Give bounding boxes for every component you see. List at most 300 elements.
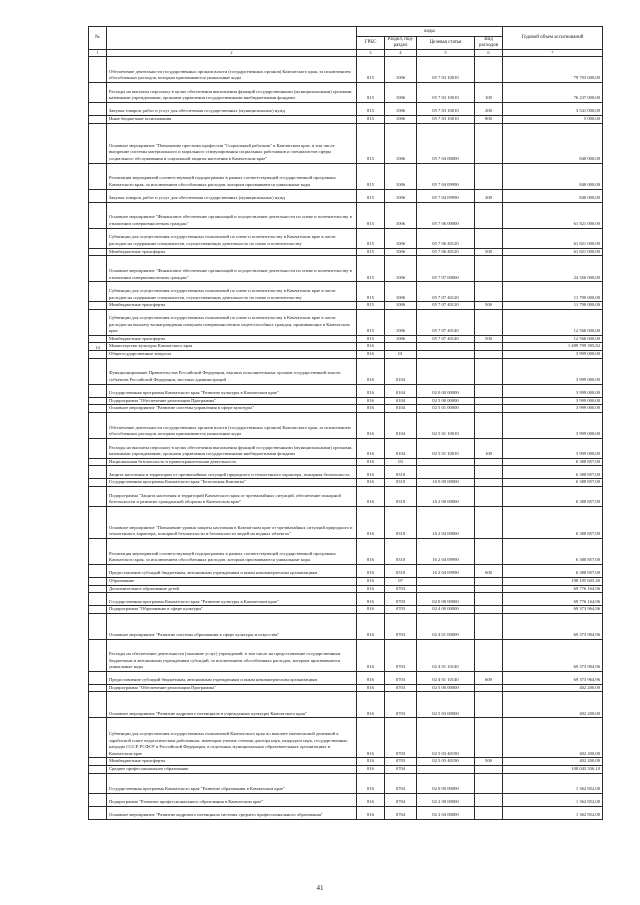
- row-amount: 6 388 857,00: [503, 506, 603, 538]
- table-row: [89, 282, 603, 302]
- row-expense-type: [475, 163, 503, 189]
- row-section: 1006: [385, 282, 417, 302]
- row-section: 1006: [385, 335, 417, 343]
- table-row: [89, 458, 603, 466]
- row-number: [89, 613, 107, 639]
- row-target: 02 4 00 00000: [417, 606, 475, 614]
- row-amount: 76 237 000,00: [503, 83, 603, 103]
- row-name: Основное мероприятие "Финансовое обеспечение организаций и осуществление деятельности по опеке и попечительству в отношении совершеннолетних граждан": [107, 202, 357, 228]
- row-section: 0703: [385, 606, 417, 614]
- row-expense-type: [475, 479, 503, 487]
- row-target: [417, 343, 475, 351]
- row-target: 05 7 03 10010: [417, 83, 475, 103]
- row-number: [89, 466, 107, 479]
- row-section: 0310: [385, 538, 417, 564]
- row-number: [89, 692, 107, 718]
- row-target: 02 2 04 00000: [417, 806, 475, 819]
- row-target: 02 0 00 00000: [417, 384, 475, 397]
- row-number: [89, 458, 107, 466]
- row-amount: 3 999 000,00: [503, 405, 603, 413]
- row-section: 07: [385, 577, 417, 585]
- column-number: 5: [417, 50, 475, 57]
- row-name: Субвенции для осуществления государственных полномочий Камчатского края по выплате ежемесячной денежной к заработной плате педагогическим работникам, имеющим ученые степени доктора наук, кандидата наук, государственные награды СССР, РСФСР и Российской Федерации, в отдельных муниципальных образовательных организациях в Камчатском крае: [107, 718, 357, 758]
- row-section: 0703: [385, 639, 417, 671]
- row-expense-type: 200: [475, 103, 503, 116]
- row-number: [89, 248, 107, 256]
- table-row: [89, 613, 603, 639]
- column-number: 3: [357, 50, 385, 57]
- row-name: Подпрограмма "Обеспечение реализации Программы": [107, 397, 357, 405]
- row-expense-type: 500: [475, 335, 503, 343]
- row-target: 05 7 07 40120: [417, 302, 475, 310]
- header-codes: коды: [357, 27, 503, 37]
- row-name: Государственная программа Камчатского края "Развитие культуры в Камчатском крае": [107, 593, 357, 606]
- row-grbs: 816: [357, 405, 385, 413]
- row-name: Межбюджетные трансферты: [107, 335, 357, 343]
- row-number: [89, 123, 107, 163]
- table-row: [89, 163, 603, 189]
- row-expense-type: [475, 585, 503, 593]
- row-number: [89, 83, 107, 103]
- row-amount: 12 566 000,00: [503, 335, 603, 343]
- row-expense-type: [475, 538, 503, 564]
- table-row: [89, 564, 603, 577]
- row-grbs: 815: [357, 163, 385, 189]
- row-grbs: 816: [357, 486, 385, 506]
- row-number: [89, 806, 107, 819]
- row-name: Подпрограмма "Защита населения и территорий Камчатского края от чрезвычайных ситуаций, обеспечение пожарной безопасности и развитие гражданской обороны в Камчатском крае": [107, 486, 357, 506]
- row-grbs: 815: [357, 256, 385, 282]
- row-section: 0104: [385, 412, 417, 438]
- row-name: Основное мероприятие "Финансовое обеспечение организаций и осуществление деятельности по опеке и попечительству в отношении совершеннолетних граждан": [107, 256, 357, 282]
- row-grbs: 816: [357, 793, 385, 806]
- row-expense-type: [475, 202, 503, 228]
- row-expense-type: [475, 256, 503, 282]
- table-row: [89, 606, 603, 614]
- row-expense-type: 500: [475, 758, 503, 766]
- row-expense-type: 100: [475, 438, 503, 458]
- row-expense-type: 600: [475, 564, 503, 577]
- budget-table: [88, 26, 603, 820]
- row-amount: 1 489 799 395,82: [503, 343, 603, 351]
- table-row: [89, 758, 603, 766]
- row-grbs: 816: [357, 718, 385, 758]
- row-grbs: 815: [357, 189, 385, 202]
- row-target: 05 7 06 00000: [417, 202, 475, 228]
- table-row: [89, 466, 603, 479]
- row-grbs: 816: [357, 692, 385, 718]
- row-name: Межбюджетные трансферты: [107, 302, 357, 310]
- row-grbs: 816: [357, 384, 385, 397]
- row-section: 0104: [385, 405, 417, 413]
- table-row: [89, 718, 603, 758]
- row-target: 05 7 03 10010: [417, 103, 475, 116]
- row-amount: 3 541 000,00: [503, 103, 603, 116]
- row-target: 02 0 00 00000: [417, 593, 475, 606]
- row-number: [89, 718, 107, 758]
- table-row: [89, 228, 603, 248]
- row-amount: 3 999 000,00: [503, 397, 603, 405]
- row-amount: 69 373 964,96: [503, 671, 603, 684]
- column-number-row: [89, 50, 603, 57]
- row-name: Основное мероприятие "Развитие кадрового потенциала системы среднего профессионального образования": [107, 806, 357, 819]
- row-amount: 3 999 000,00: [503, 412, 603, 438]
- row-section: 0310: [385, 506, 417, 538]
- row-number: [89, 773, 107, 793]
- row-name: Расходы на обеспечение деятельности (оказание услуг) учреждений, в том числе на предоставление государственным бюджетным и автономным учреждениям субсидий, за исключением обособленных расходов, которым присваиваются уникальные коды: [107, 639, 357, 671]
- row-amount: 11 790 000,00: [503, 302, 603, 310]
- header-no: №: [89, 27, 107, 50]
- row-section: 1006: [385, 116, 417, 124]
- table-row: [89, 384, 603, 397]
- row-section: 1006: [385, 57, 417, 83]
- row-name: Государственная программа Камчатского края "Безопасная Камчатка": [107, 479, 357, 487]
- row-section: 1006: [385, 228, 417, 248]
- table-row: [89, 57, 603, 83]
- row-expense-type: [475, 405, 503, 413]
- row-expense-type: 200: [475, 189, 503, 202]
- row-target: [417, 466, 475, 479]
- row-number: [89, 606, 107, 614]
- row-section: 1006: [385, 202, 417, 228]
- row-target: [417, 577, 475, 585]
- row-number: [89, 438, 107, 458]
- row-amount: 24 356 000,00: [503, 256, 603, 282]
- row-amount: 1 362 852,00: [503, 806, 603, 819]
- row-amount: 6 388 857,00: [503, 486, 603, 506]
- table-row: [89, 412, 603, 438]
- row-number: [89, 309, 107, 335]
- row-number: [89, 202, 107, 228]
- row-name: Расходы на выплаты персоналу в целях обеспечения выполнения функций государственными (муниципальными) органами, казенными учреждениями, органами управления государственными внебюджетными фондами: [107, 83, 357, 103]
- row-grbs: 815: [357, 248, 385, 256]
- row-target: 02 5 00 00000: [417, 684, 475, 692]
- row-number: [89, 506, 107, 538]
- table-row: [89, 397, 603, 405]
- row-grbs: 816: [357, 765, 385, 773]
- row-name: Основное мероприятие "Повышение престижа профессии "Социальный работник" в Камчатском крае, в том числе внедрение системы материального и морального стимулирования социальных работников и специалистов сферы социального обслуживания и социальной защиты населения в Камчатском крае": [107, 123, 357, 163]
- table-row: [89, 585, 603, 593]
- row-expense-type: 500: [475, 302, 503, 310]
- header-section: Раздел, под-раздел: [385, 37, 417, 50]
- row-amount: 69 373 964,96: [503, 639, 603, 671]
- row-number: [89, 793, 107, 806]
- row-section: [385, 343, 417, 351]
- row-grbs: 816: [357, 538, 385, 564]
- row-number: [89, 256, 107, 282]
- row-expense-type: [475, 343, 503, 351]
- table-row: [89, 793, 603, 806]
- row-grbs: 815: [357, 123, 385, 163]
- row-number: [89, 577, 107, 585]
- row-name: Иные бюджетные ассигнования: [107, 116, 357, 124]
- row-section: 0310: [385, 466, 417, 479]
- row-target: 05 7 06 40120: [417, 228, 475, 248]
- row-expense-type: [475, 397, 503, 405]
- table-row: [89, 479, 603, 487]
- row-amount: 108 043 336,10: [503, 765, 603, 773]
- row-amount: 11 790 000,00: [503, 282, 603, 302]
- row-amount: 840 000,00: [503, 163, 603, 189]
- header-expense-type: Вид расходов: [475, 37, 503, 50]
- row-target: 02 4 01 00000: [417, 613, 475, 639]
- row-target: 02 5 03 40190: [417, 718, 475, 758]
- row-name: Министерство культуры Камчатского края: [107, 343, 357, 351]
- row-amount: 5 000,00: [503, 116, 603, 124]
- row-name: Образование: [107, 577, 357, 585]
- row-expense-type: [475, 613, 503, 639]
- row-expense-type: [475, 718, 503, 758]
- row-expense-type: [475, 692, 503, 718]
- row-grbs: 815: [357, 302, 385, 310]
- row-target: 05 7 06 40120: [417, 248, 475, 256]
- row-number: [89, 116, 107, 124]
- row-amount: 61 821 000,00: [503, 228, 603, 248]
- row-name: Обеспечение деятельности государственных органов власти (государственных органов) Камчатского края, за исключением обособленных расходов, которым присваиваются уникальные коды: [107, 412, 357, 438]
- row-section: 0310: [385, 486, 417, 506]
- row-target: 16 2 04 09990: [417, 564, 475, 577]
- row-amount: 61 821 000,00: [503, 202, 603, 228]
- row-grbs: 815: [357, 103, 385, 116]
- row-name: Подпрограмма "Развитие профессионального образования в Камчатском крае": [107, 793, 357, 806]
- row-grbs: 815: [357, 228, 385, 248]
- row-name: Защита населения и территории от чрезвычайных ситуаций природного и техногенного характера, пожарная безопасность: [107, 466, 357, 479]
- row-number: [89, 671, 107, 684]
- row-grbs: 816: [357, 606, 385, 614]
- row-amount: 402 200,00: [503, 684, 603, 692]
- row-grbs: 815: [357, 335, 385, 343]
- row-grbs: 815: [357, 83, 385, 103]
- table-row: [89, 358, 603, 384]
- table-row: [89, 765, 603, 773]
- table-row: [89, 309, 603, 335]
- row-section: 1006: [385, 309, 417, 335]
- row-name: Общегосударственные вопросы: [107, 350, 357, 358]
- table-row: [89, 773, 603, 793]
- row-number: [89, 358, 107, 384]
- row-number: [89, 282, 107, 302]
- row-name: Предоставление субсидий бюджетным, автономным учреждениям и иным некоммерческим организациям: [107, 564, 357, 577]
- row-grbs: 816: [357, 350, 385, 358]
- row-target: 05 7 04 09990: [417, 163, 475, 189]
- row-name: Обеспечение деятельности государственных органов власти (государственных органов) Камчатского края, за исключением обособленных расходов, которым присваиваются уникальные коды: [107, 57, 357, 83]
- row-grbs: 816: [357, 671, 385, 684]
- row-name: Субвенции для осуществления государственных полномочий по опеке и попечительству в Камчатском крае в части расходов на содержание специалистов, осуществляющих деятельность по опеке и попечительству: [107, 282, 357, 302]
- row-amount: 6 388 857,00: [503, 564, 603, 577]
- table-row: [89, 486, 603, 506]
- table-row: [89, 335, 603, 343]
- row-target: 05 7 07 40120: [417, 282, 475, 302]
- row-section: 0703: [385, 692, 417, 718]
- row-name: Субвенции для осуществления государственных полномочий по опеке и попечительству в Камчатском крае в части расходов на выплату вознаграждения опекунам совершеннолетних недееспособных граждан, проживающих в Камчатском крае: [107, 309, 357, 335]
- row-name: Предоставление субсидий бюджетным, автономным учреждениям и иным некоммерческим организациям: [107, 671, 357, 684]
- table-row: [89, 639, 603, 671]
- row-section: 0104: [385, 358, 417, 384]
- row-target: 16 2 04 00000: [417, 506, 475, 538]
- row-target: [417, 585, 475, 593]
- row-section: 0104: [385, 438, 417, 458]
- row-number: [89, 228, 107, 248]
- row-expense-type: [475, 350, 503, 358]
- table-row: [89, 116, 603, 124]
- row-expense-type: [475, 684, 503, 692]
- row-expense-type: [475, 639, 503, 671]
- row-number: [89, 564, 107, 577]
- row-amount: 1 362 852,00: [503, 773, 603, 793]
- row-grbs: 815: [357, 116, 385, 124]
- row-grbs: 816: [357, 564, 385, 577]
- page-number: 41: [316, 884, 324, 892]
- row-target: [417, 458, 475, 466]
- row-amount: 3 999 000,00: [503, 384, 603, 397]
- row-target: [417, 765, 475, 773]
- row-target: 02 5 03 40190: [417, 758, 475, 766]
- row-expense-type: 100: [475, 83, 503, 103]
- row-amount: 1 362 852,00: [503, 793, 603, 806]
- header-target: Целевая статья: [417, 37, 475, 50]
- row-grbs: 815: [357, 282, 385, 302]
- row-grbs: 815: [357, 309, 385, 335]
- row-amount: 6 388 857,00: [503, 466, 603, 479]
- row-grbs: 815: [357, 202, 385, 228]
- column-number: 7: [503, 50, 603, 57]
- row-amount: 69 776 164,96: [503, 593, 603, 606]
- row-expense-type: [475, 412, 503, 438]
- table-body: [89, 57, 603, 820]
- row-grbs: 816: [357, 506, 385, 538]
- row-section: 0703: [385, 718, 417, 758]
- table-row: [89, 538, 603, 564]
- row-expense-type: [475, 593, 503, 606]
- row-section: 0104: [385, 397, 417, 405]
- row-section: 0703: [385, 758, 417, 766]
- row-amount: 3 999 000,00: [503, 438, 603, 458]
- header-annual: Годовой объем ассигнований: [503, 27, 603, 50]
- row-expense-type: [475, 282, 503, 302]
- row-grbs: 816: [357, 479, 385, 487]
- row-number: [89, 103, 107, 116]
- row-number: 14: [89, 343, 107, 351]
- row-name: Закупка товаров, работ и услуг для обеспечения государственных (муниципальных) нужд: [107, 189, 357, 202]
- row-grbs: 816: [357, 358, 385, 384]
- table-row: [89, 684, 603, 692]
- row-section: 0704: [385, 765, 417, 773]
- row-expense-type: [475, 773, 503, 793]
- row-target: 05 7 03 10010: [417, 116, 475, 124]
- row-number: [89, 405, 107, 413]
- row-amount: 69 776 164,96: [503, 585, 603, 593]
- row-expense-type: 600: [475, 671, 503, 684]
- row-expense-type: [475, 577, 503, 585]
- row-name: Дополнительное образование детей: [107, 585, 357, 593]
- row-target: [417, 358, 475, 384]
- row-amount: 61 821 000,00: [503, 248, 603, 256]
- row-target: 02 5 01 10010: [417, 412, 475, 438]
- table-row: [89, 577, 603, 585]
- table-row: [89, 343, 603, 351]
- row-name: Реализация мероприятий соответствующей подпрограммы в рамках соответствующей государственной программы Камчатского края, за исключением обособленных расходов, которым присваиваются уникальные коды: [107, 163, 357, 189]
- table-row: [89, 806, 603, 819]
- row-number: [89, 684, 107, 692]
- table-row: [89, 405, 603, 413]
- row-grbs: 816: [357, 639, 385, 671]
- row-number: [89, 639, 107, 671]
- row-expense-type: [475, 506, 503, 538]
- row-target: 02 4 01 10140: [417, 671, 475, 684]
- row-amount: 3 999 000,00: [503, 350, 603, 358]
- row-expense-type: [475, 458, 503, 466]
- row-number: [89, 302, 107, 310]
- row-expense-type: [475, 793, 503, 806]
- row-expense-type: [475, 123, 503, 163]
- row-section: 0703: [385, 593, 417, 606]
- row-section: 0703: [385, 671, 417, 684]
- row-name: Основное мероприятие "Развитие системы управления в сфере культуры": [107, 405, 357, 413]
- row-target: 16 2 04 09990: [417, 538, 475, 564]
- row-target: [417, 350, 475, 358]
- table-row: [89, 593, 603, 606]
- row-grbs: 816: [357, 773, 385, 793]
- row-name: Субвенции для осуществления государственных полномочий по опеке и попечительству в Камчатском крае в части расходов на содержание специалистов, осуществляющих деятельность по опеке и попечительству: [107, 228, 357, 248]
- row-grbs: 816: [357, 593, 385, 606]
- row-number: [89, 163, 107, 189]
- row-expense-type: [475, 358, 503, 384]
- row-target: 05 7 03 10010: [417, 57, 475, 83]
- table-row: [89, 123, 603, 163]
- row-target: 05 7 07 00000: [417, 256, 475, 282]
- row-name: Национальная безопасность и правоохранительная деятельность: [107, 458, 357, 466]
- row-expense-type: [475, 606, 503, 614]
- row-expense-type: [475, 466, 503, 479]
- row-amount: 840 000,00: [503, 189, 603, 202]
- row-number: [89, 538, 107, 564]
- row-grbs: 816: [357, 684, 385, 692]
- row-grbs: 816: [357, 577, 385, 585]
- table-row: [89, 671, 603, 684]
- row-name: Основное мероприятие "Повышение уровня защиты населения в Камчатском крае от чрезвычайных ситуаций природного и техногенного характера, пожарной безопасности и безопасности людей на водных объектах": [107, 506, 357, 538]
- table-row: [89, 302, 603, 310]
- row-name: Реализация мероприятий соответствующей подпрограммы в рамках соответствующей государственной программы Камчатского края, за исключением обособленных расходов, которым присваиваются уникальные коды: [107, 538, 357, 564]
- row-section: 1006: [385, 256, 417, 282]
- row-name: Государственная программа Камчатского края "Развитие культуры в Камчатском крае": [107, 384, 357, 397]
- row-expense-type: [475, 309, 503, 335]
- row-grbs: 816: [357, 412, 385, 438]
- row-name: Закупка товаров, работ и услуг для обеспечения государственных (муниципальных) нужд: [107, 103, 357, 116]
- row-number: [89, 479, 107, 487]
- row-target: 02 5 01 10010: [417, 438, 475, 458]
- row-section: 1006: [385, 123, 417, 163]
- row-number: [89, 765, 107, 773]
- row-number: [89, 486, 107, 506]
- row-name: Межбюджетные трансферты: [107, 758, 357, 766]
- row-target: 16 0 00 00000: [417, 479, 475, 487]
- row-section: 1006: [385, 248, 417, 256]
- row-section: 1006: [385, 103, 417, 116]
- row-section: 0104: [385, 384, 417, 397]
- table-row: [89, 256, 603, 282]
- row-section: 0703: [385, 613, 417, 639]
- table-row: [89, 692, 603, 718]
- row-grbs: 815: [357, 57, 385, 83]
- row-number: [89, 384, 107, 397]
- row-section: 0704: [385, 793, 417, 806]
- column-number: 2: [107, 50, 357, 57]
- table-row: [89, 438, 603, 458]
- row-expense-type: [475, 486, 503, 506]
- row-section: 0703: [385, 684, 417, 692]
- row-grbs: 816: [357, 806, 385, 819]
- row-section: 1006: [385, 83, 417, 103]
